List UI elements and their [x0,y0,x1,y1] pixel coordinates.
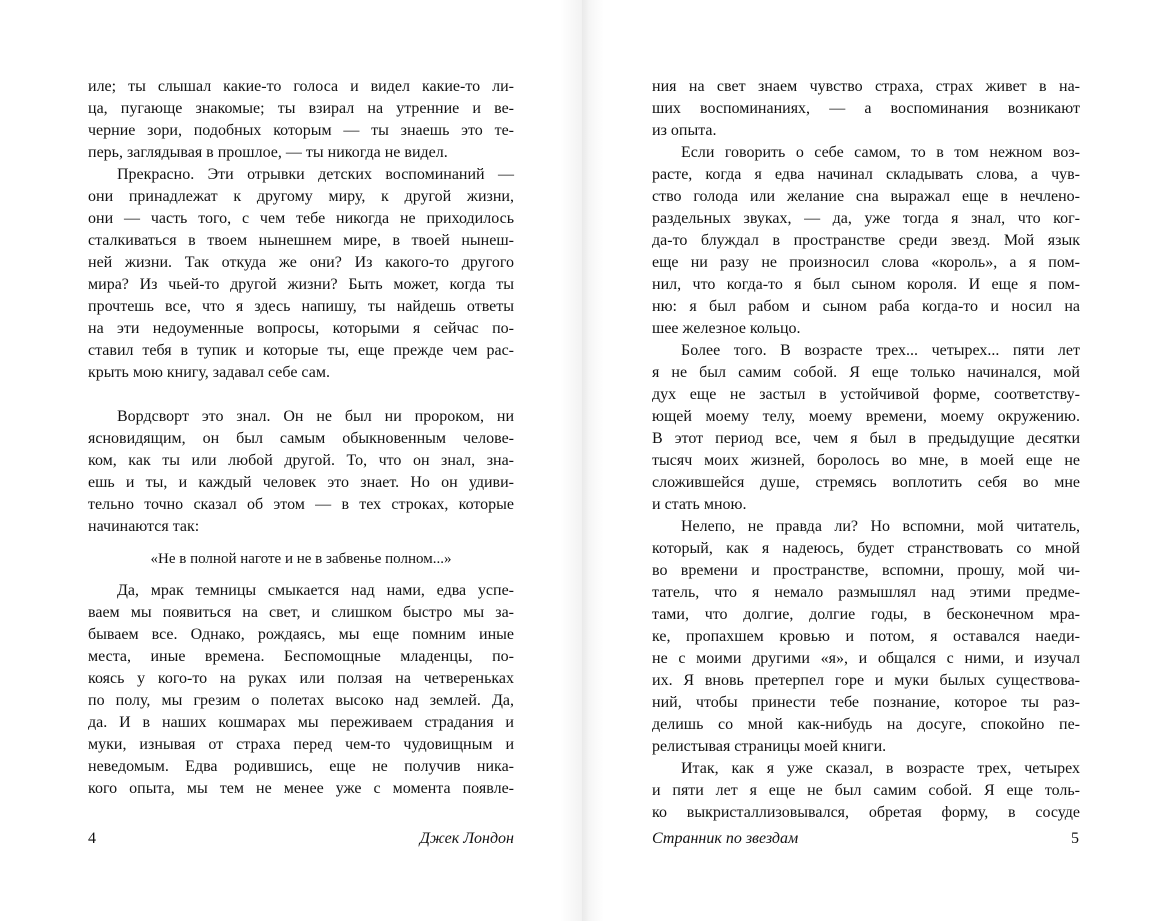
text-line: кого опыта, мы тем не менее уже с момента появле- [88,780,514,797]
right-page-number: 5 [1071,830,1079,847]
text-line: ко выкристаллизовывался, обретая форму, в сосуде [652,804,1080,821]
text-line: делишь со мной как-нибудь на досуге, спокойно пе- [652,716,1080,733]
text-line: дух еще не застыл в устойчивой форме, соответству- [652,386,1080,403]
text-line: еще ни разу не произносил слова «король», а я пом- [652,254,1080,271]
epigraph-line: «Не в полной наготе и не в забвенье полном...» [150,551,452,567]
text-line: муки, изнывая от страха перед чем-то чудовищным и [88,736,514,753]
text-line: ваем мы появиться на свет, и слишком быстро мы за- [88,604,514,621]
text-line: ших воспоминаниях, — а воспоминания возникают [652,100,1080,117]
text-line: ставил тебя в тупик и которые ты, еще прежде чем рас- [88,342,514,359]
text-line: Итак, как я уже сказал, в возрасте трех, четырех [681,760,1080,777]
text-line: ющей моему телу, моему времени, моему окружению. [652,408,1080,425]
text-line: ке, пропахшем кровью и потом, я оставался наеди- [652,628,1080,645]
text-line: и пяти лет я еще не был самим собой. Я еще толь- [652,782,1080,799]
text-line: не с моими другими «я», и общался с ними, и изучал [652,650,1080,667]
epigraph-gap [88,570,514,580]
text-line: я не был самим собой. Я еще только начинался, мой [652,364,1080,381]
text-line: бываем все. Однако, рождаясь, мы еще помним иные [88,626,514,643]
text-line: начинаются так: [88,518,200,535]
text-line: ком, как ты или любой другой. То, что он знал, зна- [88,452,514,469]
text-line: они принадлежат к другому миру, к другой жизни, [88,188,514,205]
text-line: ешь и ты, и каждый человек это знает. Но он удиви- [88,474,514,491]
text-line: мира? Из чьей-то другой жизни? Быть может, когда ты [88,276,514,293]
text-line: сталкиваться в твоем нынешнем мире, в твоей нынеш- [88,232,514,249]
text-line: релистывая страницы моей книги. [652,738,887,755]
left-page-body [88,76,514,800]
text-line: коясь у кого-то на руках или ползая на четвереньках [88,670,514,687]
left-page-number: 4 [88,830,96,847]
text-line: перь, заглядывая в прошлое, — ты никогда не видел. [88,144,448,161]
text-line: сложившейся душе, стремясь воплотить себя во мне [652,474,1080,491]
text-line: да-то блуждал в пространстве среди звезд. Мой язык [652,232,1080,249]
text-line: во времени и пространстве, вспомни, прошу, мой чи- [652,562,1080,579]
text-line: их. Я вновь претерпел горе и муки былых существова- [652,672,1080,689]
left-running-head: Джек Лондон [419,830,514,847]
text-line: Более того. В возрасте трех... четырех... пяти лет [681,342,1080,359]
text-line: который, как я надеюсь, будет странствовать со мной [652,540,1080,557]
gutter-shadow [560,0,582,921]
text-line: тысяч моих жизней, боролось во мне, в моей еще не [652,452,1080,469]
text-line: тами, что долгие, долгие годы, в бесконечном мра- [652,606,1080,623]
right-page [582,0,1163,921]
text-line: черние зори, подобных которым — ты знаешь это те- [88,122,514,139]
text-line: Если говорить о себе самом, то в том нежном воз- [681,144,1080,161]
text-line: В этот период все, чем я был в предыдущие десятки [652,430,1080,447]
text-line: расте, когда я едва начинал складывать слова, а чув- [652,166,1080,183]
text-line: ний, чтобы принести тебе познание, которое ты раз- [652,694,1080,711]
text-line: места, иные времена. Беспомощные младенцы, по- [88,648,514,665]
text-line: они — часть того, с чем тебе никогда не приходилось [88,210,514,227]
text-line: ясновидящим, он был самым обыкновенным челове- [88,430,514,447]
text-line: Да, мрак темницы смыкается над нами, едва успе- [117,582,514,599]
text-line: Нелепо, не правда ли? Но вспомни, мой читатель, [681,518,1080,535]
text-line: по полу, мы грезим о полетах высоко над землей. Да, [88,692,514,709]
text-line: татель, что я немало размышлял над этими предме- [652,584,1080,601]
text-line: тельно точно сказал об этом — в тех строках, которые [88,496,514,513]
text-line: ню: я был рабом и сыном раба когда-то и носил на [652,298,1080,315]
text-line: ния на свет знаем чувство страха, страх живет в на- [652,78,1080,95]
text-line: прочтешь все, что я здесь напишу, ты найдешь ответы [88,298,514,315]
right-running-head: Странник по звездам [652,830,799,847]
text-line: шее железное кольцо. [652,320,801,337]
text-line: неведомым. Едва родившись, еще не получив ника- [88,758,514,775]
paragraph-gap [88,384,514,406]
text-line: из опыта. [652,122,717,139]
text-line: Вордсворт это знал. Он не был ни пророком, ни [117,408,514,425]
text-line: раздельных звуках, — да, уже тогда я знал, что ког- [652,210,1080,227]
text-line: ней жизни. Так откуда же они? Из какого-то другого [88,254,514,271]
text-line: нил, что когда-то я был сыном короля. И еще я пом- [652,276,1080,293]
text-line: иле; ты слышал какие-то голоса и видел какие-то ли- [88,78,514,95]
text-line: на эти недоуменные вопросы, которыми я сейчас по- [88,320,514,337]
text-line: да. И в наших кошмарах мы переживаем страдания и [88,714,514,731]
text-line: ца, пугающе знакомые; ты взирал на утренние и ве- [88,100,514,117]
epigraph-gap [88,538,514,548]
text-line: Прекрасно. Эти отрывки детских воспоминаний — [117,166,514,183]
text-line: ство голода или желание сна выражал еще в нечлено- [652,188,1080,205]
right-page-body [652,76,1080,824]
text-line: крыть мою книгу, задавал себе сам. [88,364,330,381]
text-line: и стать мною. [652,496,747,513]
